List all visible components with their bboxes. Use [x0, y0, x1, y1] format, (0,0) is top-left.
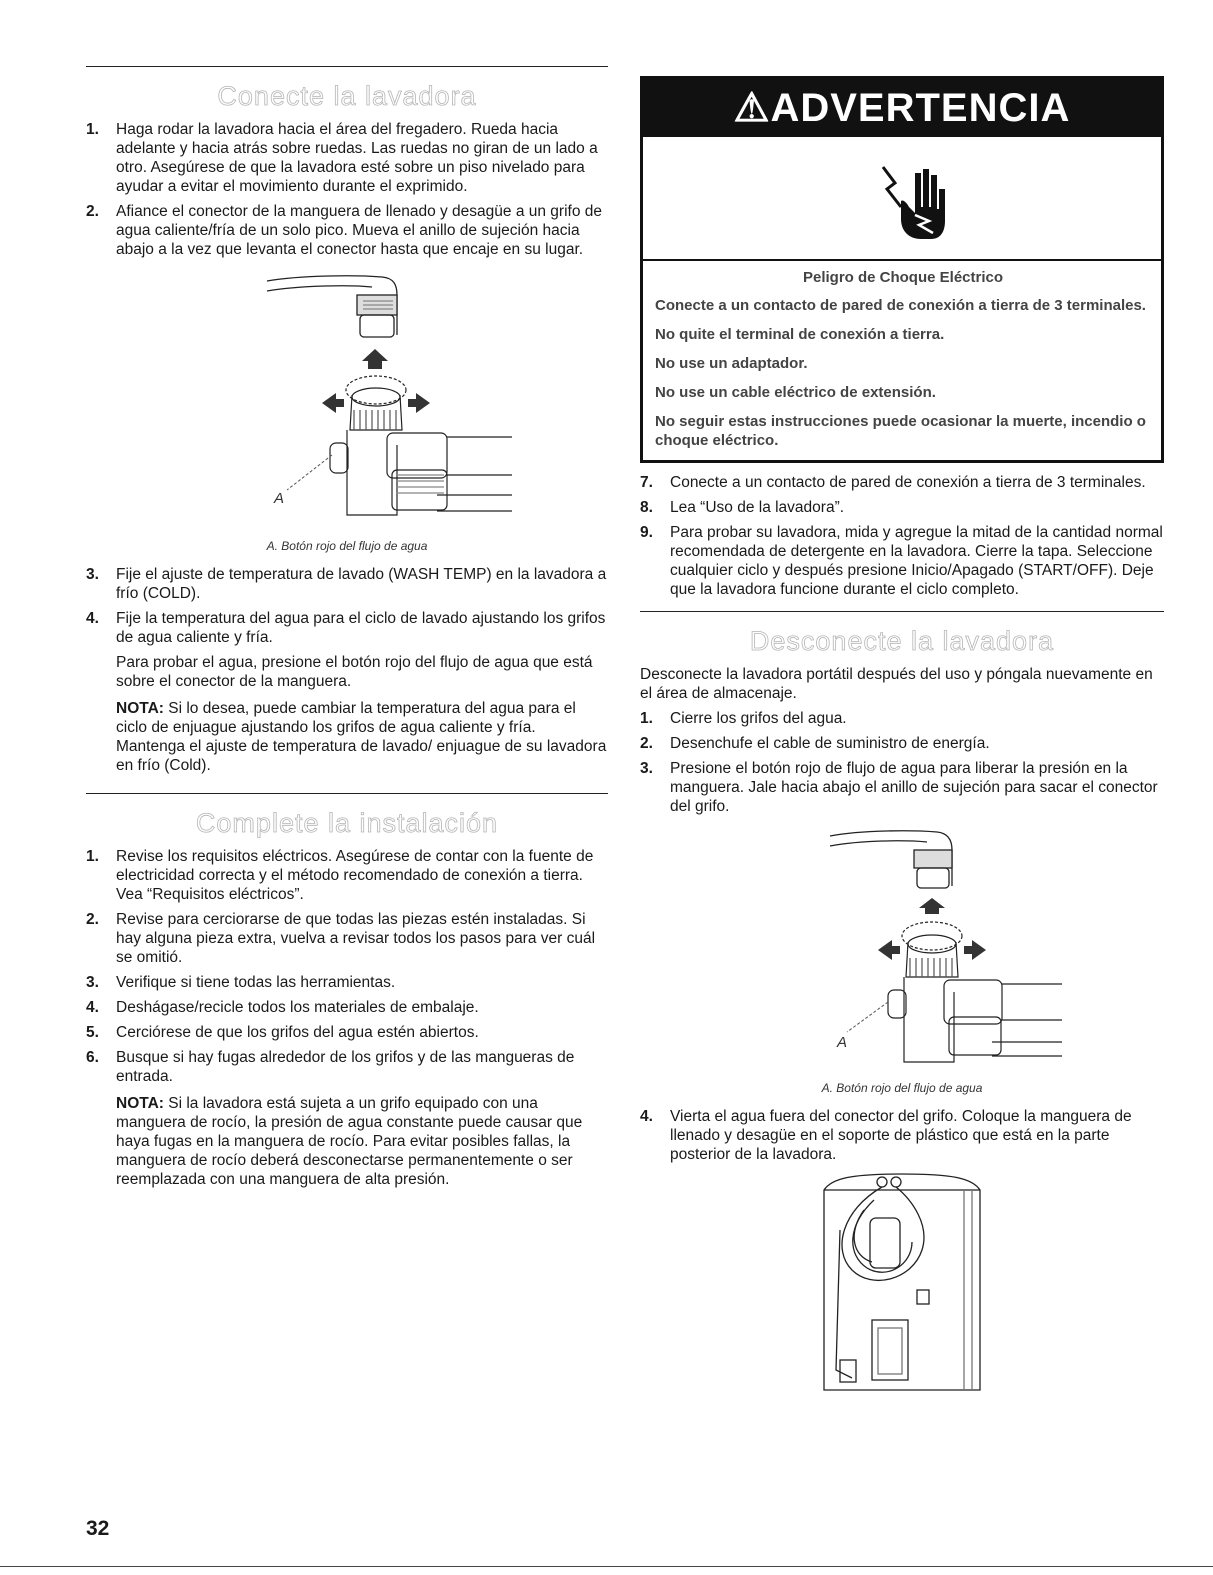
- warning-line: No seguir estas instrucciones puede ocasionar la muerte, incendio o choque eléctrico.: [655, 413, 1146, 449]
- list-item: 4. Fije la temperatura del agua para el ciclo de lavado ajustando los grifos de agua caliente y fría. Para probar el agua, presione el botón rojo del flujo de agua que está sobre el conector de la manguera. NOTA: Si lo desea, puede cambiar la temperatura del agua para el ciclo de enjuague ajustando los grifos de agua caliente y fría. Mantenga el ajuste de temperatura de lavado/ enjuague de su lavadora en frío (Cold).: [86, 610, 607, 774]
- list-item: 1. Revise los requisitos eléctricos. Asegúrese de contar con la fuente de electricidad correcta y el método recomendado de conexión a tierra. Vea “Requisitos eléctricos”.: [86, 848, 594, 903]
- disconnect-steps: [640, 709, 1164, 816]
- list-item: 1. Haga rodar la lavadora hacia el área del fregadero. Rueda hacia adelante y hacia atrás sobre ruedas. Las ruedas no giran de un lado a otro. Asegúrese de que la lavadora esté sobre un piso nivelado para ayudar a evitar el movimiento durante el exprimido.: [86, 121, 598, 195]
- figure-caption: A. Botón rojo del flujo de agua: [266, 539, 428, 553]
- warning-triangle-icon: ⚠: [733, 86, 771, 130]
- list-item: 4. Vierta el agua fuera del conector del grifo. Coloque la manguera de llenado y desagüe en el soporte de plástico que está en la parte posterior de la lavadora.: [640, 1108, 1132, 1163]
- step-paragraph: Para probar el agua, presione el botón rojo del flujo de agua que está sobre el conector de la manguera.: [116, 654, 593, 690]
- warning-line: No use un cable eléctrico de extensión.: [655, 384, 936, 401]
- list-item: 1. Cierre los grifos del agua.: [640, 710, 847, 727]
- section-title-connect: Conecte la lavadora: [217, 81, 477, 111]
- list-item: 3. Presione el botón rojo de flujo de agua para liberar la presión en la manguera. Jale hacia abajo el anillo de sujeción para sacar el conector del grifo.: [640, 760, 1158, 815]
- section-divider: [86, 793, 608, 794]
- disconnect-steps-continued: [640, 1107, 1164, 1164]
- list-item: 5. Cerciórese de que los grifos del agua estén abiertos.: [86, 1024, 479, 1041]
- list-item: 8. Lea “Uso de la lavadora”.: [640, 499, 845, 516]
- electric-shock-icon: [861, 149, 951, 249]
- warning-header: ⚠ADVERTENCIA: [643, 79, 1161, 137]
- figure-label: A: [837, 1034, 848, 1051]
- list-item: 7. Conecte a un contacto de pared de conexión a tierra de 3 terminales.: [640, 474, 1146, 491]
- list-item: 3. Fije el ajuste de temperatura de lavado (WASH TEMP) en la lavadora a frío (COLD).: [86, 566, 607, 602]
- complete-steps-continued: [640, 473, 1164, 599]
- faucet-connector-illustration: [182, 265, 512, 535]
- list-item: 2. Revise para cerciorarse de que todas las piezas estén instaladas. Si hay alguna pieza extra, vuelva a revisar todos los pasos para ver cuál se omitió.: [86, 911, 596, 966]
- washer-back-illustration: [812, 1170, 992, 1395]
- figure-caption: A. Botón rojo del flujo de agua: [821, 1081, 983, 1095]
- faucet-disconnect-illustration: [742, 822, 1062, 1077]
- warning-text: [643, 261, 1161, 460]
- list-item: 2. Desenchufe el cable de suministro de energía.: [640, 735, 990, 752]
- left-column: [86, 66, 608, 1195]
- page-number: 32: [86, 1517, 110, 1540]
- list-item: 6. Busque si hay fugas alrededor de los grifos y de las mangueras de entrada. NOTA: Si la lavadora está sujeta a un grifo equipado con una manguera de rocío, la presión de agua constante puede causar que haya fugas en la manguera de rocío. Para evitar posibles fallas, la manguera de rocío deberá desconectarse permanentemente o ser reemplazada con una manguera de alta presión.: [86, 1048, 608, 1189]
- warning-line: No quite el terminal de conexión a tierra.: [655, 326, 945, 343]
- shock-hazard-area: [643, 137, 1161, 261]
- note-paragraph: NOTA: Si lo desea, puede cambiar la temperatura del agua para el ciclo de enjuague ajustando los grifos de agua caliente y fría. Mantenga el ajuste de temperatura de lavado/ enjuague de su lavadora en frío (Cold).: [116, 700, 607, 774]
- section-divider: [640, 611, 1164, 612]
- list-item: 3. Verifique si tiene todas las herramientas.: [86, 974, 396, 991]
- list-item: 2. Afiance el conector de la manguera de llenado y desagüe a un grifo de agua caliente/fría de un solo pico. Mueva el anillo de sujeción hacia abajo a la vez que levanta el conector hasta que encaje en su lugar.: [86, 203, 603, 258]
- connect-steps: [86, 120, 608, 259]
- list-item: 4. Deshágase/recicle todos los materiales de embalaje.: [86, 999, 479, 1016]
- figure-label: A: [274, 490, 285, 507]
- section-title-disconnect: Desconecte la lavadora: [749, 626, 1055, 656]
- page-bottom-rule: [0, 1566, 1213, 1567]
- connect-steps-continued: [86, 565, 608, 775]
- complete-steps: [86, 847, 608, 1189]
- list-item: 9. Para probar su lavadora, mida y agregue la mitad de la cantidad normal recomendada de detergente en la lavadora. Cierre la tapa. Seleccione cualquier ciclo y después presione Inicio/Apagado (START/OFF). Deje que la lavadora funcione durante el ciclo completo.: [640, 524, 1163, 598]
- intro-paragraph: Desconecte la lavadora portátil después del uso y póngala nuevamente en el área de almacenaje.: [640, 666, 1153, 702]
- right-column: [640, 76, 1164, 1395]
- section-title-complete: Complete la instalación: [195, 808, 499, 838]
- section-divider: [86, 66, 608, 67]
- warning-line: Conecte a un contacto de pared de conexión a tierra de 3 terminales.: [655, 297, 1146, 314]
- warning-line: No use un adaptador.: [655, 355, 808, 372]
- note-paragraph: NOTA: Si la lavadora está sujeta a un grifo equipado con una manguera de rocío, la presión de agua constante puede causar que haya fugas en la manguera de rocío. Para evitar posibles fallas, la manguera de rocío deberá desconectarse permanentemente o ser reemplazada con una manguera de alta presión.: [116, 1095, 583, 1188]
- warning-box: [640, 76, 1164, 463]
- hazard-title: Peligro de Choque Eléctrico: [802, 269, 1004, 286]
